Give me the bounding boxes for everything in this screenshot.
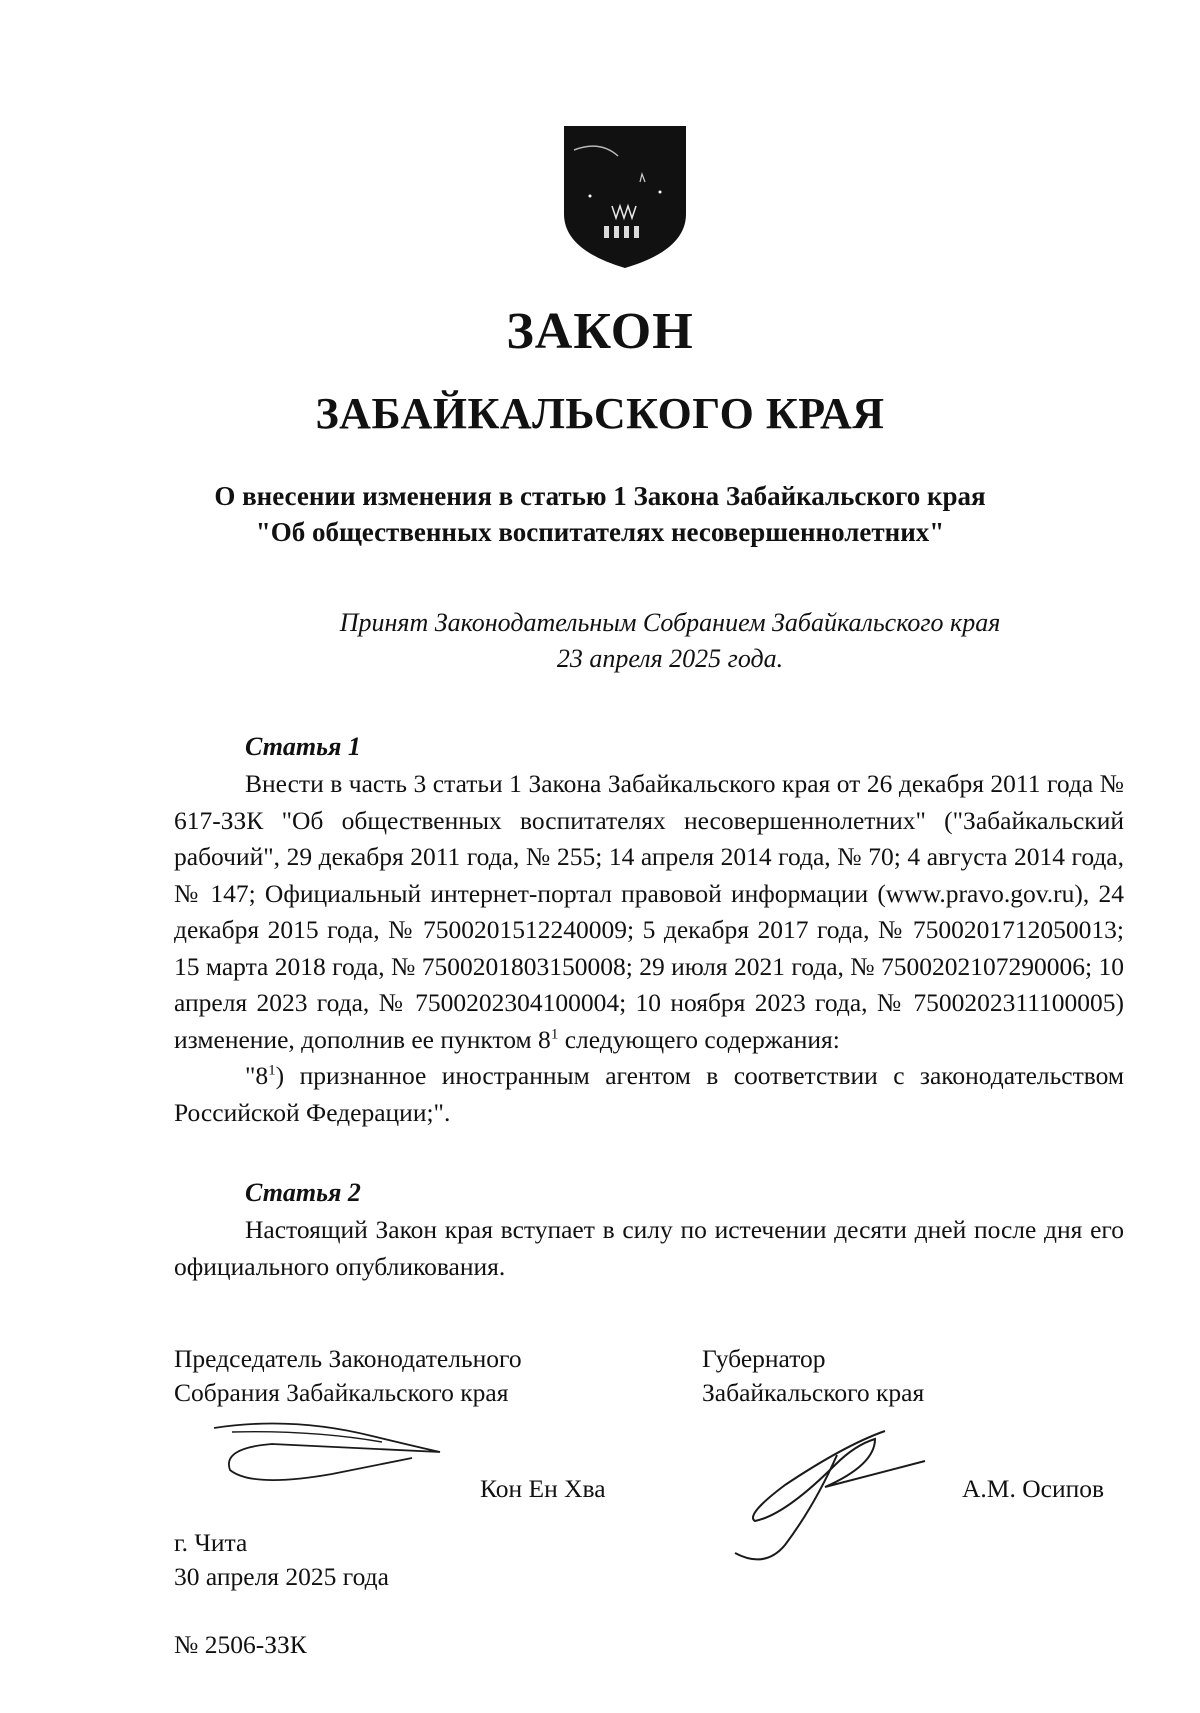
- article-1-heading: Статья 1: [245, 732, 361, 761]
- superscript: 1: [268, 1062, 276, 1079]
- coat-of-arms-icon: [560, 122, 690, 270]
- law-title: ЗАКОН: [506, 303, 694, 360]
- subject-line: "Об общественных воспитателях несовершеннолетних": [255, 517, 945, 547]
- article-2-paragraph: Настоящий Закон края вступает в силу по истечении десяти дней после дня его официального опубликования.: [174, 1215, 1124, 1281]
- paragraph-text: "8: [245, 1061, 269, 1090]
- chairman-title: [174, 1342, 522, 1410]
- governor-name: А.М. Осипов: [962, 1474, 1105, 1503]
- adoption-line: Принят Законодательным Собранием Забайкальского края: [339, 608, 1001, 637]
- article-1-body: [174, 766, 1124, 1131]
- article-2-body: [174, 1212, 1124, 1285]
- paragraph-text: следующего содержания:: [558, 1024, 840, 1054]
- law-subject: [100, 478, 1100, 550]
- subject-line: О внесении изменения в статью 1 Закона Забайкальского края: [214, 481, 986, 511]
- article-2-heading: Статья 2: [245, 1178, 361, 1207]
- article-1-paragraph: [174, 1058, 1124, 1131]
- signature-icon: [725, 1425, 940, 1575]
- chairman-name: Кон Ен Хва: [480, 1474, 606, 1503]
- signature-icon: [212, 1418, 442, 1498]
- adoption-date: 23 апреля 2025 года.: [556, 644, 784, 673]
- city: г. Чита: [174, 1528, 248, 1557]
- title-line: Губернатор: [702, 1344, 826, 1373]
- title-line: Председатель Законодательного: [174, 1344, 522, 1373]
- paragraph-text: ) признанное иностранным агентом в соответствии с законодательством Российской Федерации;".: [174, 1061, 1124, 1127]
- superscript: 1: [550, 1026, 559, 1042]
- signing-date: 30 апреля 2025 года: [174, 1562, 389, 1591]
- title-line: Забайкальского края: [702, 1378, 925, 1407]
- article-1-paragraph: [174, 766, 1124, 1058]
- governor-title: [702, 1342, 924, 1410]
- adoption-note: [220, 605, 1120, 677]
- law-number: № 2506-ЗЗК: [174, 1630, 307, 1659]
- place-and-date: [174, 1526, 389, 1594]
- paragraph-text: Внести в часть 3 статьи 1 Закона Забайкальского края от 26 декабря 2011 года № 617-ЗЗК "Об общественных воспитателях несовершеннолетних" ("Забайкальский рабочий", 29 декабря 2011 года, № 255; 14 апреля 2014 года, № 70; 4 августа 2014 года, № 147; Официальный интернет-портал правовой информации (www.pravo.gov.ru), 24 декабря 2015 года, № 7500201512240009; 5 декабря 2017 года, № 7500201712050013; 15 марта 2018 года, № 7500201803150008; 29 июля 2021 года, № 7500202107290006; 10 апреля 2023 года, № 7500202304100004; 10 ноября 2023 года, № 7500202311100005) изменение, дополнив ее пунктом 8: [174, 769, 1124, 1054]
- law-region-title: ЗАБАЙКАЛЬСКОГО КРАЯ: [315, 389, 885, 438]
- title-line: Собрания Забайкальского края: [174, 1378, 509, 1407]
